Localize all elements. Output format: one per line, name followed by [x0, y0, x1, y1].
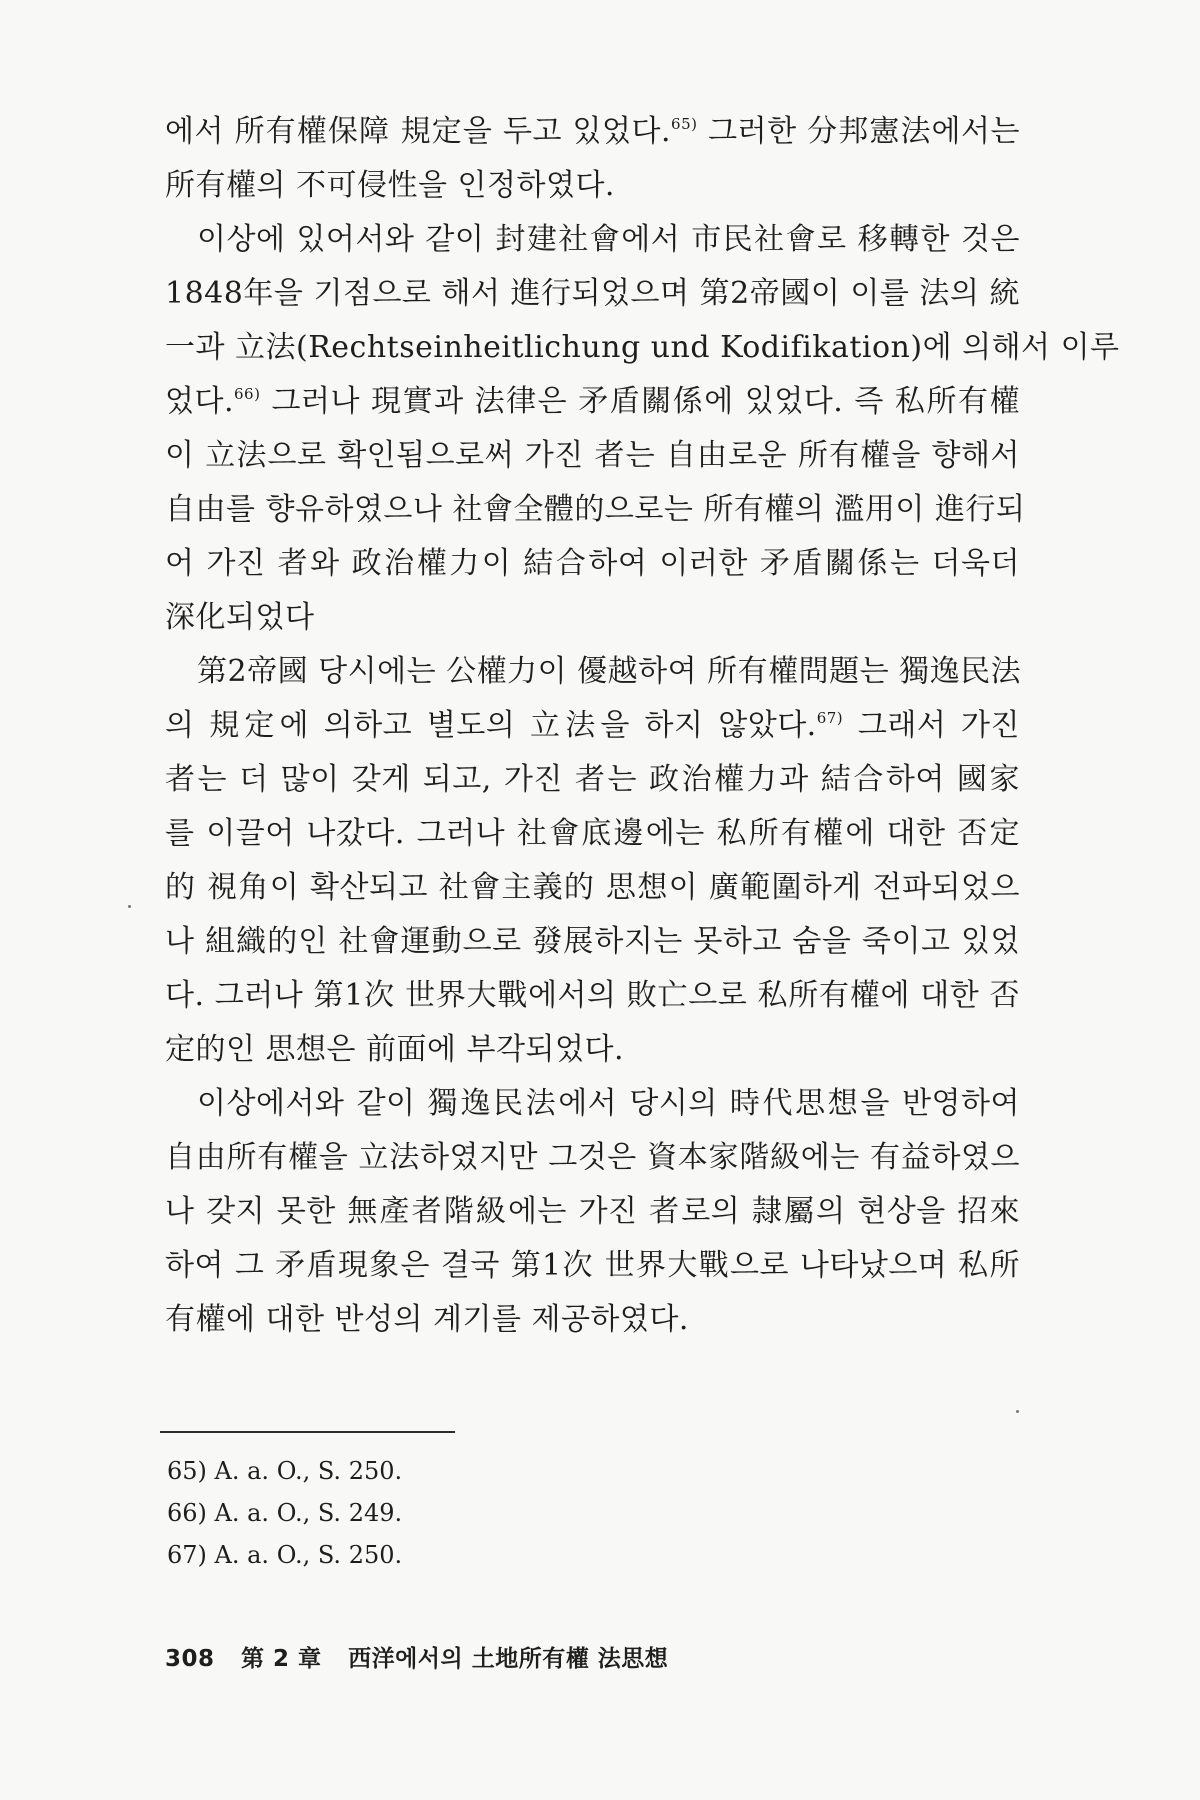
line-text: 有權에 대한 반성의 계기를 제공하였다.: [165, 1302, 689, 1337]
line-text-continued: 그러나 現實과 法律은 矛盾關係에 있었다. 즉 私所有權: [260, 384, 1020, 419]
body-line: [165, 321, 1120, 375]
line-text: 다. 그러나 第1次 世界大戰에서의 敗亡으로 私所有權에 대한 否: [165, 978, 1020, 1013]
body-text: [165, 105, 1120, 1347]
line-text: 第2帝國 당시에는 公權力이 優越하여 所有權問題는 獨逸民法: [197, 654, 1022, 689]
footnotes: [167, 1450, 767, 1576]
line-text: 一과 立法(Rechtseinheitlichung und Kodifikation)에 의해서 이루: [165, 330, 1120, 365]
chapter-title: 西洋에서의 土地所有權 法思想: [348, 1646, 669, 1672]
line-text: 定的인 思想은 前面에 부각되었다.: [165, 1032, 624, 1067]
body-line: [165, 645, 1020, 699]
line-text: 하여 그 矛盾現象은 결국 第1次 世界大戰으로 나타났으며 私所: [165, 1248, 1020, 1283]
footnote-65: 65) A. a. O., S. 250.: [167, 1457, 403, 1485]
body-line: [165, 213, 1020, 267]
line-text: 의 規定에 의하고 별도의 立法을 하지 않았다.: [165, 708, 817, 743]
line-text: 를 이끌어 나갔다. 그러나 社會底邊에는 私所有權에 대한 否定: [165, 816, 1020, 851]
body-line: [165, 1185, 1020, 1239]
footnote-66: 66) A. a. O., S. 249.: [167, 1499, 403, 1527]
line-text: 이 立法으로 확인됨으로써 가진 者는 自由로운 所有權을 향해서: [165, 438, 1020, 473]
page-number: 308: [165, 1646, 215, 1672]
footnote-reference: 67): [816, 709, 844, 727]
line-text: 나 갖지 못한 無產者階級에는 가진 者로의 隷屬의 현상을 招來: [165, 1194, 1020, 1229]
footnote-67: 67) A. a. O., S. 250.: [167, 1541, 403, 1569]
footnote-reference: 66): [234, 385, 261, 403]
body-line: [165, 1239, 1020, 1293]
line-text: 에서 所有權保障 規定을 두고 있었다.: [165, 114, 672, 149]
body-line: [165, 429, 1020, 483]
line-text: 었다.: [165, 384, 234, 419]
line-text-continued: 그러한 分邦憲法에서는: [697, 114, 1020, 149]
footnote-reference: 65): [671, 115, 698, 133]
scan-speck: [1016, 1410, 1019, 1413]
body-line: [165, 861, 1020, 915]
body-line: [165, 537, 1020, 591]
line-text: 나 組織的인 社會運動으로 發展하지는 못하고 숨을 죽이고 있었: [165, 924, 1020, 959]
line-text: 自由를 향유하였으나 社會全體的으로는 所有權의 濫用이 進行되: [165, 492, 1026, 527]
body-line: [165, 753, 1020, 807]
chapter-label: 第 2 章: [241, 1646, 322, 1672]
body-line: [165, 699, 1020, 753]
body-line: [165, 159, 1020, 213]
body-line: [165, 1293, 1020, 1347]
body-line: [165, 1131, 1020, 1185]
line-text: 이상에서와 같이 獨逸民法에서 당시의 時代思想을 반영하여: [197, 1086, 1020, 1121]
body-line: [165, 915, 1020, 969]
body-line: [165, 105, 1020, 159]
line-text: 者는 더 많이 갖게 되고, 가진 者는 政治權力과 結合하여 國家: [165, 762, 1020, 797]
line-text: 自由所有權을 立法하였지만 그것은 資本家階級에는 有益하였으: [165, 1140, 1020, 1175]
scan-speck: [128, 905, 131, 908]
body-line: [165, 591, 1020, 645]
line-text: 1848年을 기점으로 해서 進行되었으며 第2帝國이 이를 法의 統: [165, 276, 1020, 311]
body-line: [165, 1077, 1020, 1131]
line-text: 이상에 있어서와 같이 封建社會에서 市民社會로 移轉한 것은: [197, 222, 1020, 257]
line-text: 的 視角이 확산되고 社會主義的 思想이 廣範圍하게 전파되었으: [165, 870, 1020, 905]
line-text: 어 가진 者와 政治權力이 結合하여 이러한 矛盾關係는 더욱더: [165, 546, 1020, 581]
body-line: [165, 483, 1026, 537]
body-line: [165, 375, 1020, 429]
line-text-continued: 그래서 가진: [843, 708, 1020, 743]
body-line: [165, 1023, 1020, 1077]
body-line: [165, 807, 1020, 861]
line-text: 深化되었다: [165, 600, 315, 635]
body-line: [165, 969, 1020, 1023]
line-text: 所有權의 不可侵性을 인정하였다.: [165, 168, 615, 203]
page-footer: [165, 1640, 686, 1673]
footnote-divider: [160, 1431, 455, 1433]
body-line: [165, 267, 1020, 321]
